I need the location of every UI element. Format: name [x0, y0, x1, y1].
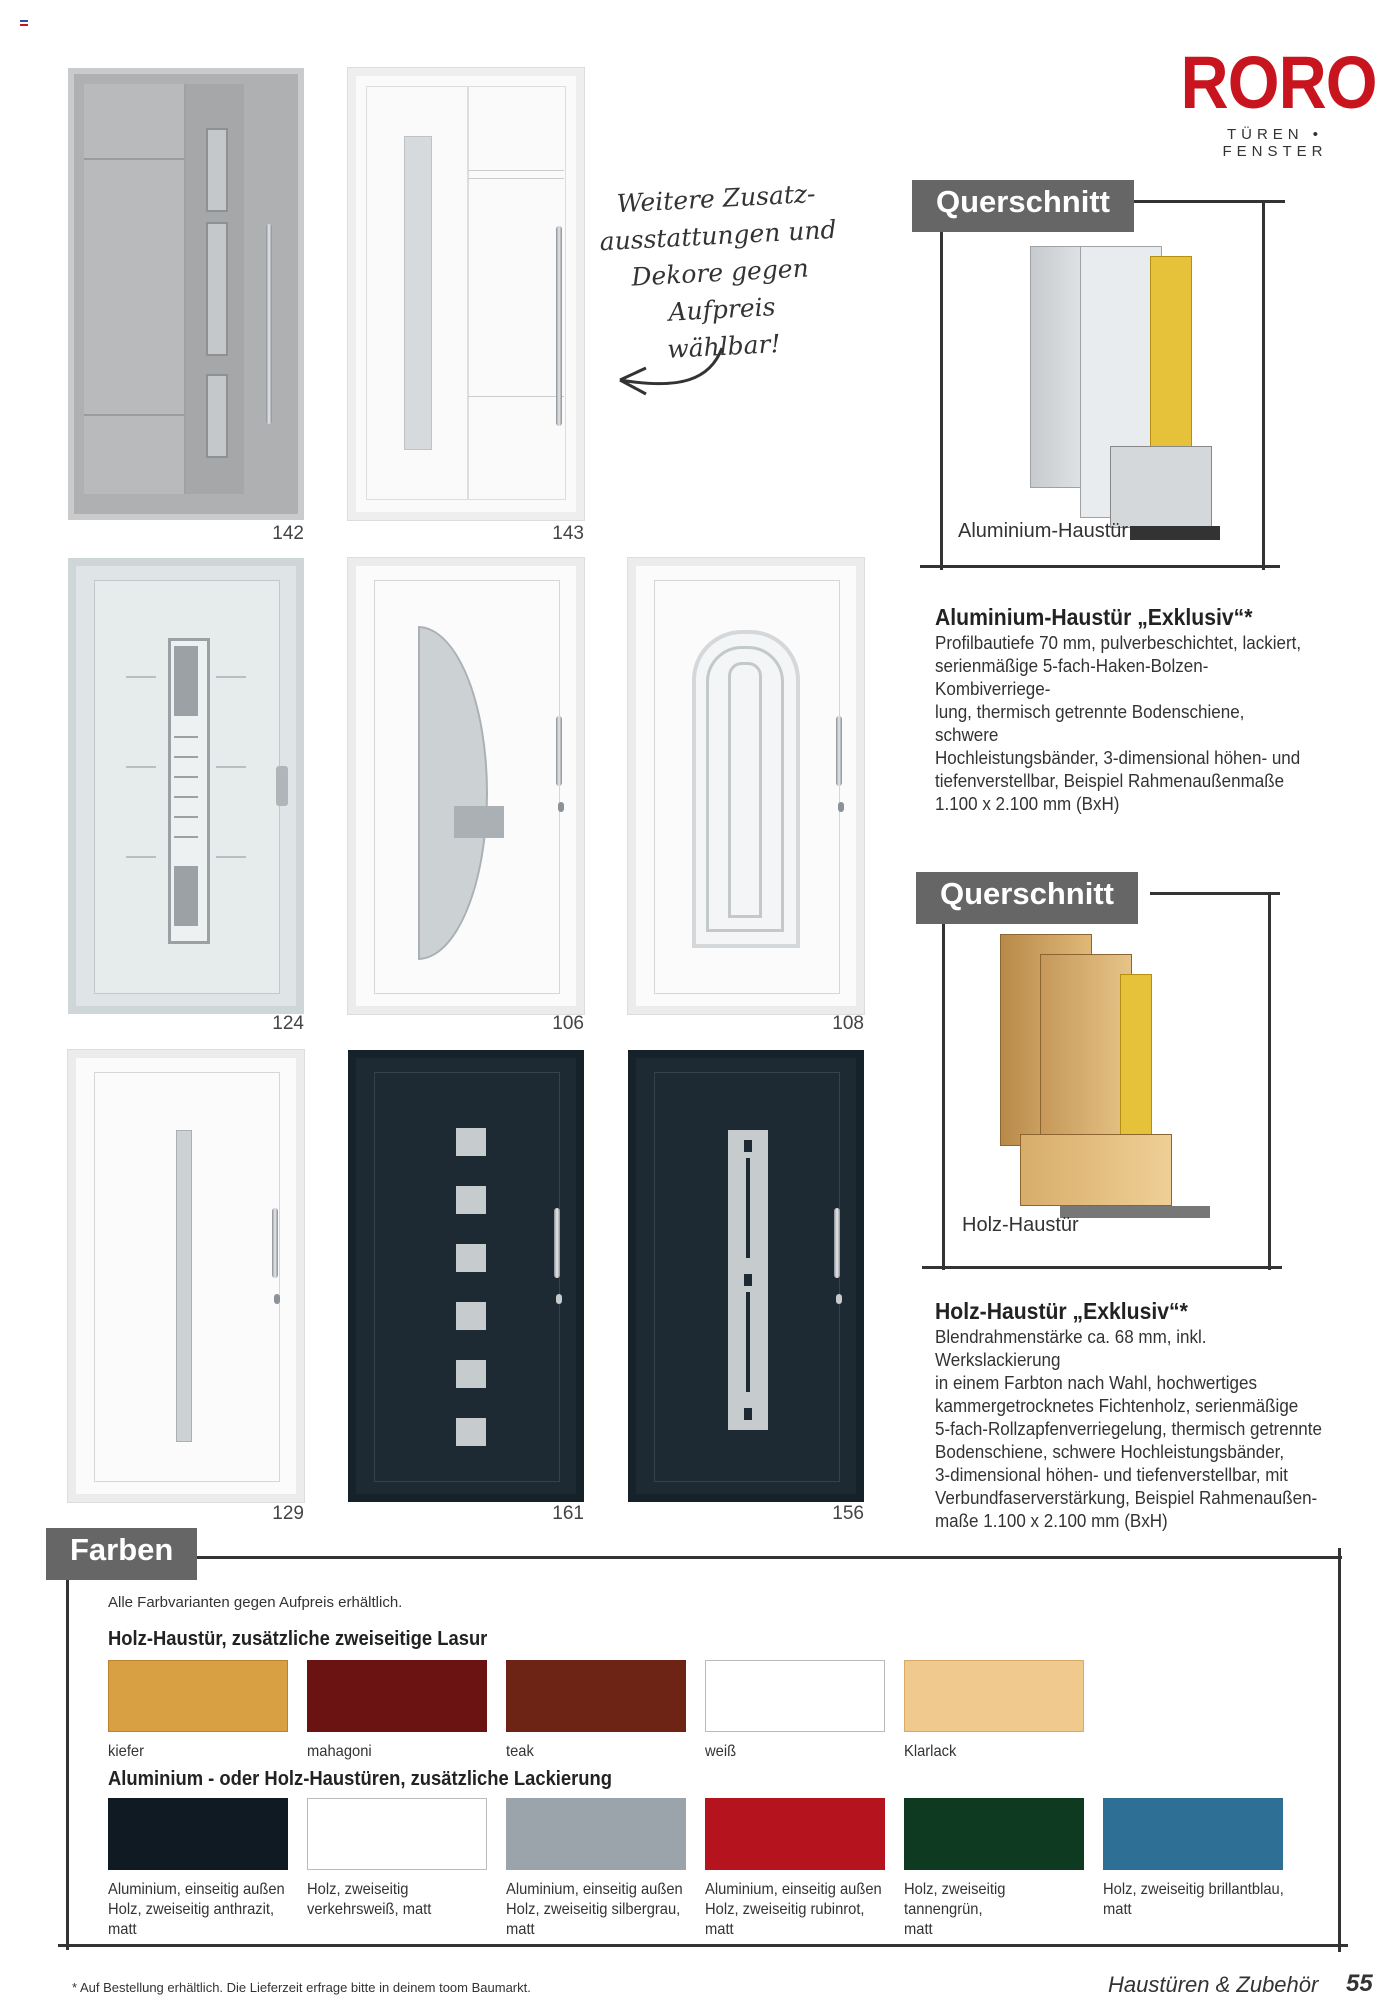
label-anthrazit: Aluminium, einseitig außen Holz, zweiseitig anthrazit, matt [108, 1881, 285, 1938]
footer-category: Haustüren & Zubehör [1108, 1972, 1319, 1997]
swatch-tannengruen [904, 1798, 1084, 1870]
door-106 [348, 558, 584, 1014]
door-142 [68, 68, 304, 520]
swatch-kiefer [108, 1660, 288, 1732]
swatch-rubinrot [705, 1798, 885, 1870]
page-number: 55 [1346, 1970, 1373, 1997]
swatch-weiss [705, 1660, 885, 1732]
roro-logo [1170, 41, 1380, 160]
label-weiss: weiß [705, 1743, 737, 1760]
promo-note: Weitere Zusatz- ausstattungen und Dekore gegen Aufpreis wählbar! [598, 178, 838, 364]
door-143-number: 143 [552, 523, 584, 544]
label-tannengruen: Holz, zweiseitig tannengrün, matt [904, 1881, 1006, 1938]
label-verkehrsweiss: Holz, zweiseitig verkehrsweiß, matt [307, 1881, 432, 1918]
door-106-number: 106 [552, 1013, 584, 1034]
section1-caption: Aluminium-Haustür [958, 520, 1129, 542]
footnote: * Auf Bestellung erhältlich. Die Lieferzeit erfrage bitte in deinem toom Baumarkt. [72, 1980, 531, 1995]
door-124-number: 124 [272, 1013, 304, 1034]
door-143 [348, 68, 584, 520]
door-108 [628, 558, 864, 1014]
wood-colors-title: Holz-Haustür, zusätzliche zweiseitige Lasur [108, 1628, 488, 1650]
colors-tag: Farben [46, 1528, 197, 1580]
label-klarlack: Klarlack [904, 1743, 957, 1760]
swatch-mahagoni [307, 1660, 487, 1732]
section2-tag: Querschnitt [916, 872, 1138, 924]
door-161 [348, 1050, 584, 1502]
door-142-number: 142 [272, 523, 304, 544]
label-teak: teak [506, 1743, 534, 1760]
wood-crosssection-image [1000, 934, 1220, 1234]
label-rubinrot: Aluminium, einseitig außen Holz, zweiseitig rubinrot, matt [705, 1881, 882, 1938]
section2-title: Holz-Haustür „Exklusiv“* [935, 1298, 1188, 1324]
colors-intro: Alle Farbvarianten gegen Aufpreis erhältlich. [108, 1594, 403, 1611]
curved-arrow-icon [610, 340, 730, 410]
label-mahagoni: mahagoni [307, 1743, 372, 1760]
logo-wordmark: RORO [1180, 41, 1377, 124]
section2-caption: Holz-Haustür [962, 1214, 1079, 1236]
door-124 [68, 558, 304, 1014]
logo-tagline: TÜREN • FENSTER [1222, 126, 1328, 160]
door-156 [628, 1050, 864, 1502]
aluminium-crosssection-image [1030, 246, 1220, 551]
door-156-number: 156 [832, 1503, 864, 1524]
door-129 [68, 1050, 304, 1502]
section1-tag: Querschnitt [912, 180, 1134, 232]
swatch-anthrazit [108, 1798, 288, 1870]
swatch-klarlack [904, 1660, 1084, 1732]
section1-title: Aluminium-Haustür „Exklusiv“* [935, 604, 1253, 630]
door-129-number: 129 [272, 1503, 304, 1524]
swatch-silbergrau [506, 1798, 686, 1870]
section2-description: Holz-Haustür „Exklusiv“* Blendrahmenstärke ca. 68 mm, inkl. Werkslackierung in einem Farbton nach Wahl, hochwertiges kammergetrocknetes Fichtenholz, serienmäßige 5-fach-Rollzapfenverriegelung, thermisch getrennte Bodenschiene, schwere Hochleistungsbänder, 3-dimensional höhen- und tiefenverstellbar, mit Verbundfaserverstärkung, Beispiel Rahmenaußen- maße 1.100 x 2.100 mm (BxH) [935, 1300, 1331, 1532]
label-kiefer: kiefer [108, 1743, 144, 1760]
paint-colors-title: Aluminium - oder Holz-Haustüren, zusätzliche Lackierung [108, 1768, 613, 1790]
swatch-teak [506, 1660, 686, 1732]
section1-description: Aluminium-Haustür „Exklusiv“* Profilbautiefe 70 mm, pulverbeschichtet, lackiert, serienmäßige 5-fach-Haken-Bolzen-Kombiverriege- lung, thermisch getrennte Bodenschiene, schwere Hochleistungsbänder, 3-dimensional höhen- und tiefenverstellbar, Beispiel Rahmenaußenmaße 1.100 x 2.100 mm (BxH) [935, 606, 1312, 815]
label-brillantblau: Holz, zweiseitig brillantblau, matt [1103, 1881, 1284, 1918]
flag-icon [20, 20, 28, 26]
swatch-verkehrsweiss [307, 1798, 487, 1870]
door-108-number: 108 [832, 1013, 864, 1034]
door-161-number: 161 [552, 1503, 584, 1524]
swatch-brillantblau [1103, 1798, 1283, 1870]
label-silbergrau: Aluminium, einseitig außen Holz, zweiseitig silbergrau, matt [506, 1881, 683, 1938]
